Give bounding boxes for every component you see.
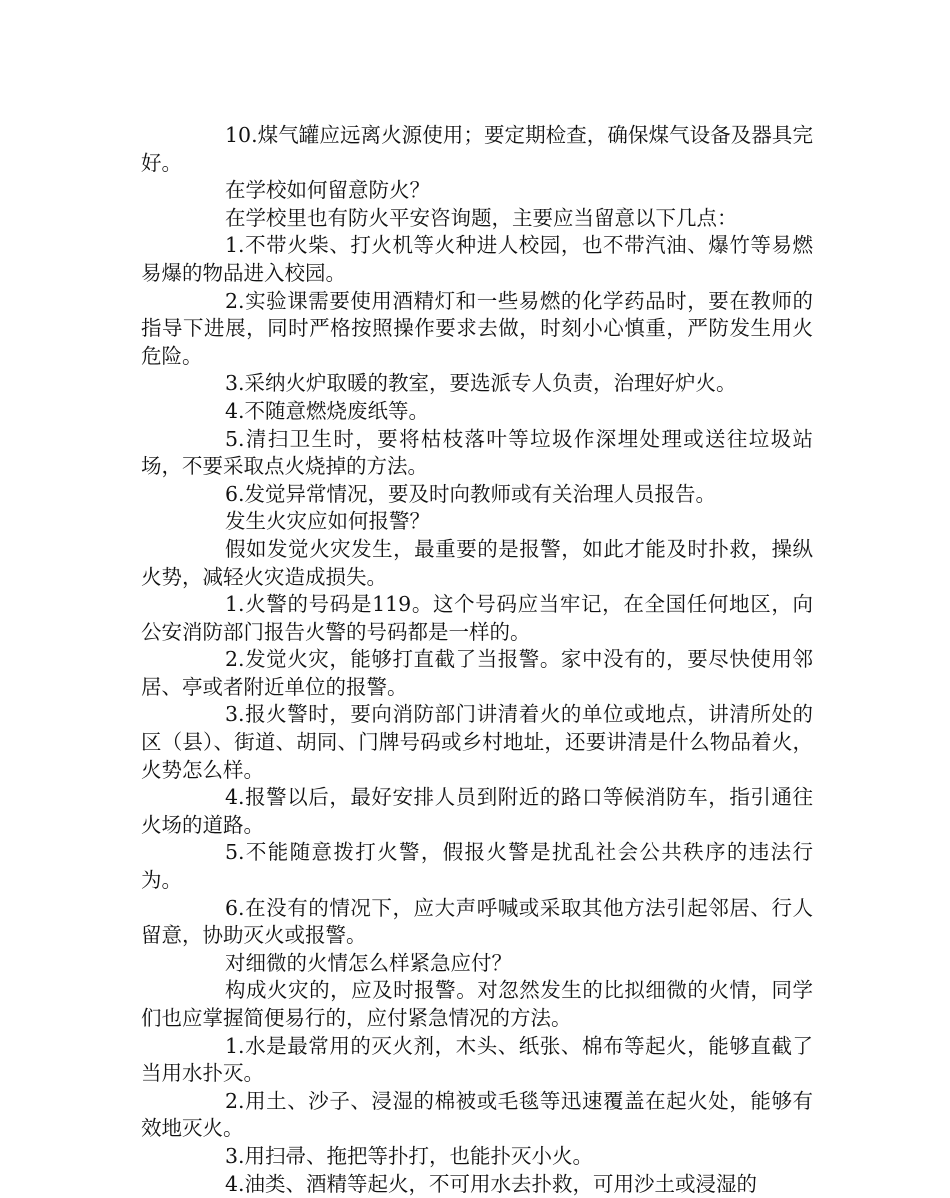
- list-item: 1.水是最常用的灭火剂，木头、纸张、棉布等起火，能够直截了当用水扑灭。: [141, 1033, 813, 1086]
- list-item: 3.用扫帚、拖把等扑打，也能扑灭小火。: [225, 1143, 594, 1168]
- list-item: 2.用土、沙子、浸湿的棉被或毛毯等迅速覆盖在起火处，能够有效地灭火。: [141, 1088, 813, 1141]
- list-item: 4.油类、酒精等起火，不可用水去扑救，可用沙土或浸湿的: [225, 1171, 758, 1196]
- list-item: 6.发觉异常情况，要及时向教师或有关治理人员报告。: [225, 481, 717, 506]
- paragraph: 在学校里也有防火平安咨询题，主要应当留意以下几点：: [225, 205, 738, 230]
- section-heading: 对细微的火情怎么样紧急应付？: [225, 950, 512, 975]
- list-item: 2.发觉火灾，能够打直截了当报警。家中没有的，要尽快使用邻居、亭或者附近单位的报警。: [141, 647, 813, 699]
- paragraph: 假如发觉火灾发生，最重要的是报警，如此才能及时扑救，操纵火势，减轻火灾造成损失。: [141, 536, 813, 589]
- list-item: 5.清扫卫生时，要将枯枝落叶等垃圾作深埋处理或送往垃圾站场，不要采取点火烧掉的方法。: [141, 426, 813, 479]
- list-item: 5.不能随意拨打火警，假报火警是扰乱社会公共秩序的违法行为。: [141, 840, 813, 893]
- section-heading: 在学校如何留意防火？: [225, 178, 430, 203]
- list-item: 6.在没有的情况下，应大声呼喊或采取其他方法引起邻居、行人留意，协助灭火或报警。: [141, 895, 813, 948]
- list-item: 4.报警以后，最好安排人员到附近的路口等候消防车，指引通往火场的道路。: [141, 785, 813, 837]
- paragraph: 构成火灾的，应及时报警。对忽然发生的比拟细微的火情，同学们也应掌握简便易行的，应付紧急情况的方法。: [141, 978, 813, 1030]
- paragraph: 10.煤气罐应远离火源使用；要定期检查，确保煤气设备及器具完好。: [141, 123, 813, 175]
- list-item: 3.采纳火炉取暖的教室，要选派专人负责，治理好炉火。: [225, 371, 737, 396]
- list-item: 4.不随意燃烧废纸等。: [225, 398, 430, 423]
- list-item: 1.不带火柴、打火机等火种进人校园，也不带汽油、爆竹等易燃易爆的物品进入校园。: [141, 233, 813, 285]
- list-item: 3.报火警时，要向消防部门讲清着火的单位或地点，讲清所处的区（县）、街道、胡同、门牌号码或乡村地址，还要讲清是什么物品着火，火势怎么样。: [141, 702, 813, 782]
- section-heading: 发生火灾应如何报警？: [225, 509, 430, 534]
- list-item: 1.火警的号码是119。这个号码应当牢记，在全国任何地区，向公安消防部门报告火警的号码都是一样的。: [141, 592, 813, 644]
- document-body: [141, 122, 813, 1198]
- list-item: 2.实验课需要使用酒精灯和一些易燃的化学药品时，要在教师的指导下进展，同时严格按照操作要求去做，时刻小心慎重，严防发生用火危险。: [141, 288, 813, 368]
